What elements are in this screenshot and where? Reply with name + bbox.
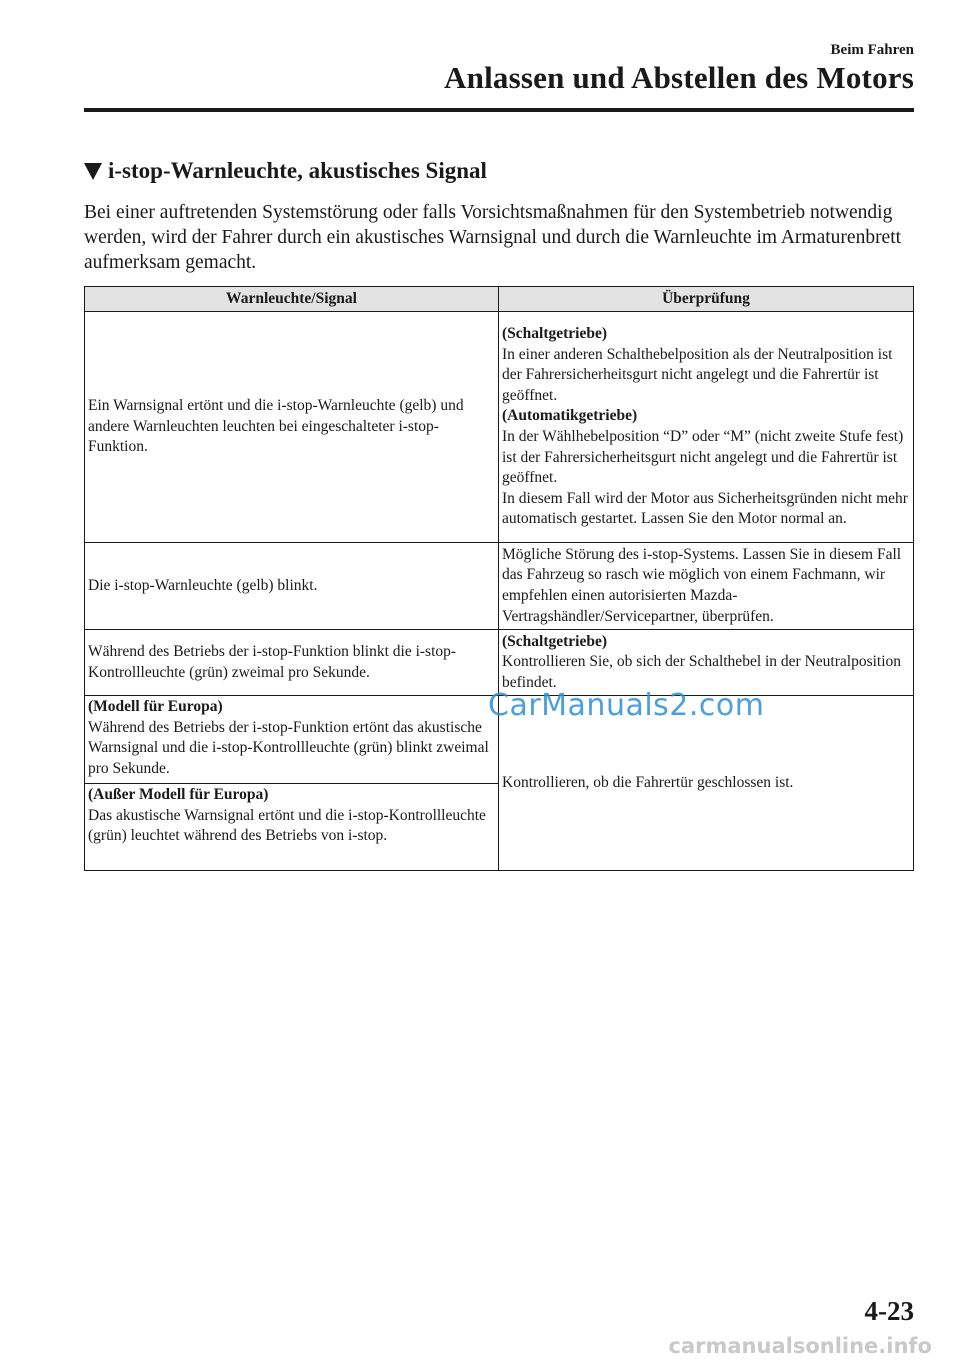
page-number: 4-23 <box>864 1296 914 1326</box>
manual-transmission-text: In einer anderen Schalthebelposition als der Neutralposition ist der Fahrersicherheitsgurt nicht angelegt und die Fahrertür ist geöffnet. <box>502 345 893 404</box>
section-heading-text: i-stop-Warnleuchte, akustisches Signal <box>108 158 487 183</box>
signal-cell <box>85 543 499 630</box>
signal-text: Das akustische Warnsignal ertönt und die i-stop-Kontrollleuchte (grün) leuchtet während des Betriebs von i-stop. <box>88 806 486 845</box>
table-row <box>85 543 914 630</box>
column-header-signal: Warnleuchte/Signal <box>85 287 499 312</box>
automatic-transmission-label: (Automatikgetriebe) <box>502 407 638 425</box>
signal-text: Während des Betriebs der i-stop-Funktion ertönt das akustische Warnsignal und die i-stop-Kontrollleuchte (grün) blinkt zweimal pro Sekunde. <box>88 718 489 777</box>
signal-text: Ein Warnsignal ertönt und die i-stop-Warnleuchte (gelb) und andere Warnleuchten leuchten bei eingeschalteter i-stop-Funktion. <box>88 397 464 456</box>
page-title: Anlassen und Abstellen des Motors <box>444 60 914 95</box>
table-header-row <box>85 287 914 312</box>
watermark-logo: CarManuals2.com <box>488 688 765 723</box>
model-europe-label: (Modell für Europa) <box>88 698 223 715</box>
model-non-europe-label: (Außer Modell für Europa) <box>88 786 269 803</box>
signal-text: Während des Betriebs der i-stop-Funktion blinkt die i-stop-Kontrollleuchte (grün) zweimal pro Sekunde. <box>88 642 457 681</box>
signal-cell <box>85 630 499 696</box>
warning-check-table <box>84 286 914 871</box>
section-heading <box>84 158 487 184</box>
footer-site-watermark: carmanualsonline.info <box>668 1334 932 1358</box>
check-text: Kontrollieren Sie, ob sich der Schalthebel in der Neutralposition befindet. <box>502 653 902 691</box>
intro-paragraph: Bei einer auftretenden Systemstörung oder falls Vorsichtsmaßnahmen für den Systembetrieb notwendig werden, wird der Fahrer durch ein akustisches Warnsignal und durch die Warnleuchte im Armaturenbrett aufmerksam gemacht. <box>84 202 902 273</box>
manual-transmission-label: (Schaltgetriebe) <box>502 325 608 343</box>
signal-text: Die i-stop-Warnleuchte (gelb) blinkt. <box>88 576 318 594</box>
signal-cell <box>85 312 499 543</box>
check-cell <box>499 312 914 543</box>
table-row <box>85 630 914 696</box>
signal-cell <box>85 784 499 871</box>
triangle-down-icon <box>84 163 102 180</box>
automatic-transmission-text: In der Wählhebelposition “D” oder “M” (nicht zweite Stufe fest) ist der Fahrersicherheitsgurt nicht angelegt und die Fahrertür ist geöffnet. <box>502 428 904 487</box>
manual-transmission-label: (Schaltgetriebe) <box>502 632 608 650</box>
column-header-check: Überprüfung <box>499 287 914 312</box>
check-cell <box>499 543 914 630</box>
check-cell <box>499 630 914 696</box>
check-text: Kontrollieren, ob die Fahrertür geschlossen ist. <box>502 773 794 791</box>
safety-note: In diesem Fall wird der Motor aus Sicherheitsgründen nicht mehr automatisch gestartet. Lassen Sie den Motor normal an. <box>502 489 908 528</box>
table-row <box>85 312 914 543</box>
header-section-label: Beim Fahren <box>830 42 914 58</box>
check-text: Mögliche Störung des i-stop-Systems. Lassen Sie in diesem Fall das Fahrzeug so rasch wie möglich von einem Fachmann, wir empfehlen einen autorisierten Mazda-Vertragshändler/Servicepartner, überprüfen. <box>502 545 902 625</box>
header-divider <box>84 108 914 112</box>
signal-cell <box>85 696 499 784</box>
